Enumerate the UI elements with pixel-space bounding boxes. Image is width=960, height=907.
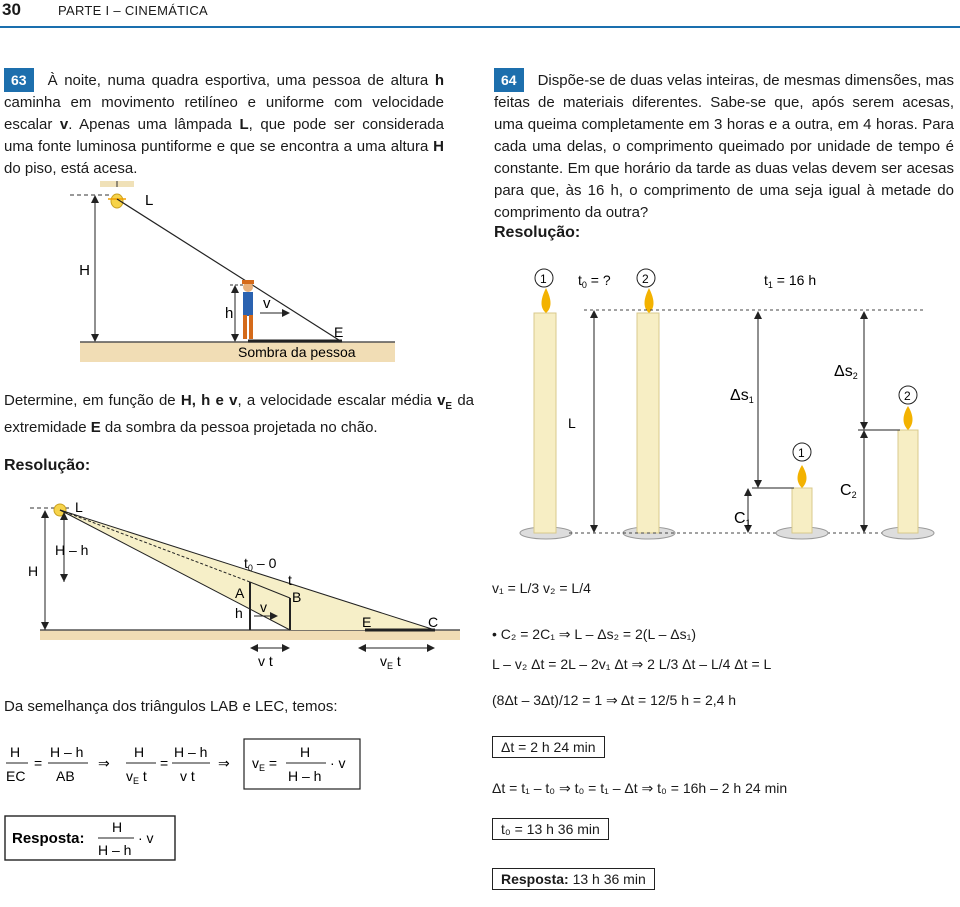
q64-line-dt-box: Δt = 2 h 24 min <box>492 736 605 758</box>
svg-text:2: 2 <box>904 389 911 403</box>
q63-statement: 63 À noite, numa quadra esportiva, uma pessoa de altura h caminha em movimento retilíneo e uniforme com velocidade escalar v. Apenas uma lâmpada L, que pode ser considerada uma fonte luminosa puntiforme e que se encontra a uma altura H do piso, está acesa. <box>4 68 444 180</box>
svg-text:v t: v t <box>180 768 195 784</box>
svg-text:E: E <box>334 324 344 340</box>
svg-text:2: 2 <box>642 272 649 286</box>
page-header <box>0 0 960 24</box>
q64-answer-box: Resposta: 13 h 36 min <box>492 868 655 890</box>
svg-text:H – h: H – h <box>50 744 84 760</box>
svg-text:h: h <box>225 305 234 322</box>
svg-text:H – h: H – h <box>98 842 132 858</box>
svg-text:vE t: $v_E$ t <box>380 653 401 671</box>
svg-text:EC: EC <box>6 768 26 784</box>
svg-text:H: H <box>10 744 21 760</box>
q63-figure-lamp-person <box>60 175 405 365</box>
svg-text:· v: · v <box>330 755 346 771</box>
svg-text:v: v <box>260 599 267 615</box>
svg-text:=: = <box>34 755 43 771</box>
q63-figure-triangles <box>20 490 480 680</box>
svg-text:1: 1 <box>798 446 805 460</box>
q64-resolution-title: Resolução: <box>494 224 581 241</box>
svg-text:E: E <box>362 614 372 630</box>
svg-text:⇒: ⇒ <box>218 755 230 771</box>
q64-line-substitution: L – v₂ Δt = 2L – 2v₁ Δt ⇒ 2 L/3 Δt – L/4 Δt = L <box>492 656 772 672</box>
svg-text:v: v <box>263 295 271 312</box>
header-rule <box>0 26 960 28</box>
page-number: 30 <box>2 0 21 19</box>
svg-text:L: L <box>145 192 154 209</box>
svg-text:L: L <box>75 499 83 515</box>
svg-text:H – h: H – h <box>288 768 322 784</box>
svg-text:C2: C2 <box>840 482 857 500</box>
svg-text:Sombra da pessoa: Sombra da pessoa <box>238 344 356 360</box>
svg-text:C: C <box>428 614 439 630</box>
q64-statement: 64 Dispõe-se de duas velas inteiras, de mesmas dimensões, mas feitas de materiais diferentes. Sabe-se que, após serem acesas, uma queima completamente em 3 horas e a outra, em 4 horas. Para cada uma delas, o comprimento queimado por unidade de tempo é constante. Em que horário da tarde as duas velas devem ser acesas para que, às 16 h, o comprimento de uma seja igual à metade do comprimento da outra? <box>494 68 954 224</box>
svg-text:vE =: $v_E$ = <box>252 755 278 773</box>
svg-text:H – h: H – h <box>55 542 89 558</box>
q64-line-result-box: t₀ = 13 h 36 min <box>492 818 609 840</box>
svg-text:=: = <box>160 755 169 771</box>
svg-text:AB: AB <box>56 768 75 784</box>
q64-line-solve: (8Δt – 3Δt)/12 = 1 ⇒ Δt = 12/5 h = 2,4 h <box>492 692 737 708</box>
svg-text:⇒: ⇒ <box>98 755 110 771</box>
svg-text:t: t <box>288 572 292 588</box>
svg-text:t0– 0: $t_0 - 0$ <box>244 555 277 573</box>
svg-text:Resposta:: Resposta: <box>12 830 85 847</box>
svg-text:C1: C1 <box>734 510 751 528</box>
svg-text:H: H <box>300 744 311 760</box>
q64-badge: 64 <box>494 68 524 92</box>
q64-line-velocities: v₁ = L/3 v₂ = L/4 <box>492 580 591 596</box>
svg-text:vE t: $v_E$ t <box>126 768 147 786</box>
svg-text:H: H <box>112 819 123 835</box>
section-title: PARTE I – CINEMÁTICA <box>58 3 208 18</box>
svg-text:· v: · v <box>138 830 154 846</box>
q63-badge: 63 <box>4 68 34 92</box>
svg-text:B: B <box>292 589 302 605</box>
svg-text:Δs2: Δs2 <box>834 363 858 381</box>
svg-text:Δs1: Δs1 <box>730 387 754 405</box>
svg-text:t1 = 16 h: $t_1 = 16$ h <box>764 272 817 290</box>
q64-line-condition: • C₂ = 2C₁ ⇒ L – Δs₂ = 2(L – Δs₁) <box>492 626 697 642</box>
svg-text:H: H <box>28 563 39 579</box>
svg-text:H: H <box>79 262 90 279</box>
svg-text:h: h <box>235 605 243 621</box>
q63-determine: Determine, em função de H, h e v, a velocidade escalar média $v_E$ da extremidade E da sombra da pessoa projetada no chão. <box>4 392 474 436</box>
q63-resolution-title: Resolução: <box>4 457 91 474</box>
svg-text:A: A <box>235 585 245 601</box>
svg-text:t0 = ?: $t_0$ = ? <box>578 272 611 290</box>
svg-text:H – h: H – h <box>174 744 208 760</box>
q64-line-t0: Δt = t₁ – t₀ ⇒ t₀ = t₁ – Δt ⇒ t₀ = 16h – 2 h 24 min <box>492 780 788 796</box>
q63-answer-box <box>4 810 184 862</box>
svg-text:H: H <box>134 744 145 760</box>
q63-similarity-text: Da semelhança dos triângulos LAB e LEC, temos: <box>4 698 338 715</box>
q63-equation <box>4 735 474 795</box>
svg-text:1: 1 <box>540 272 547 286</box>
svg-text:v t: v t <box>258 653 273 669</box>
svg-text:L: L <box>568 415 576 431</box>
q64-figure-candles <box>494 258 954 558</box>
